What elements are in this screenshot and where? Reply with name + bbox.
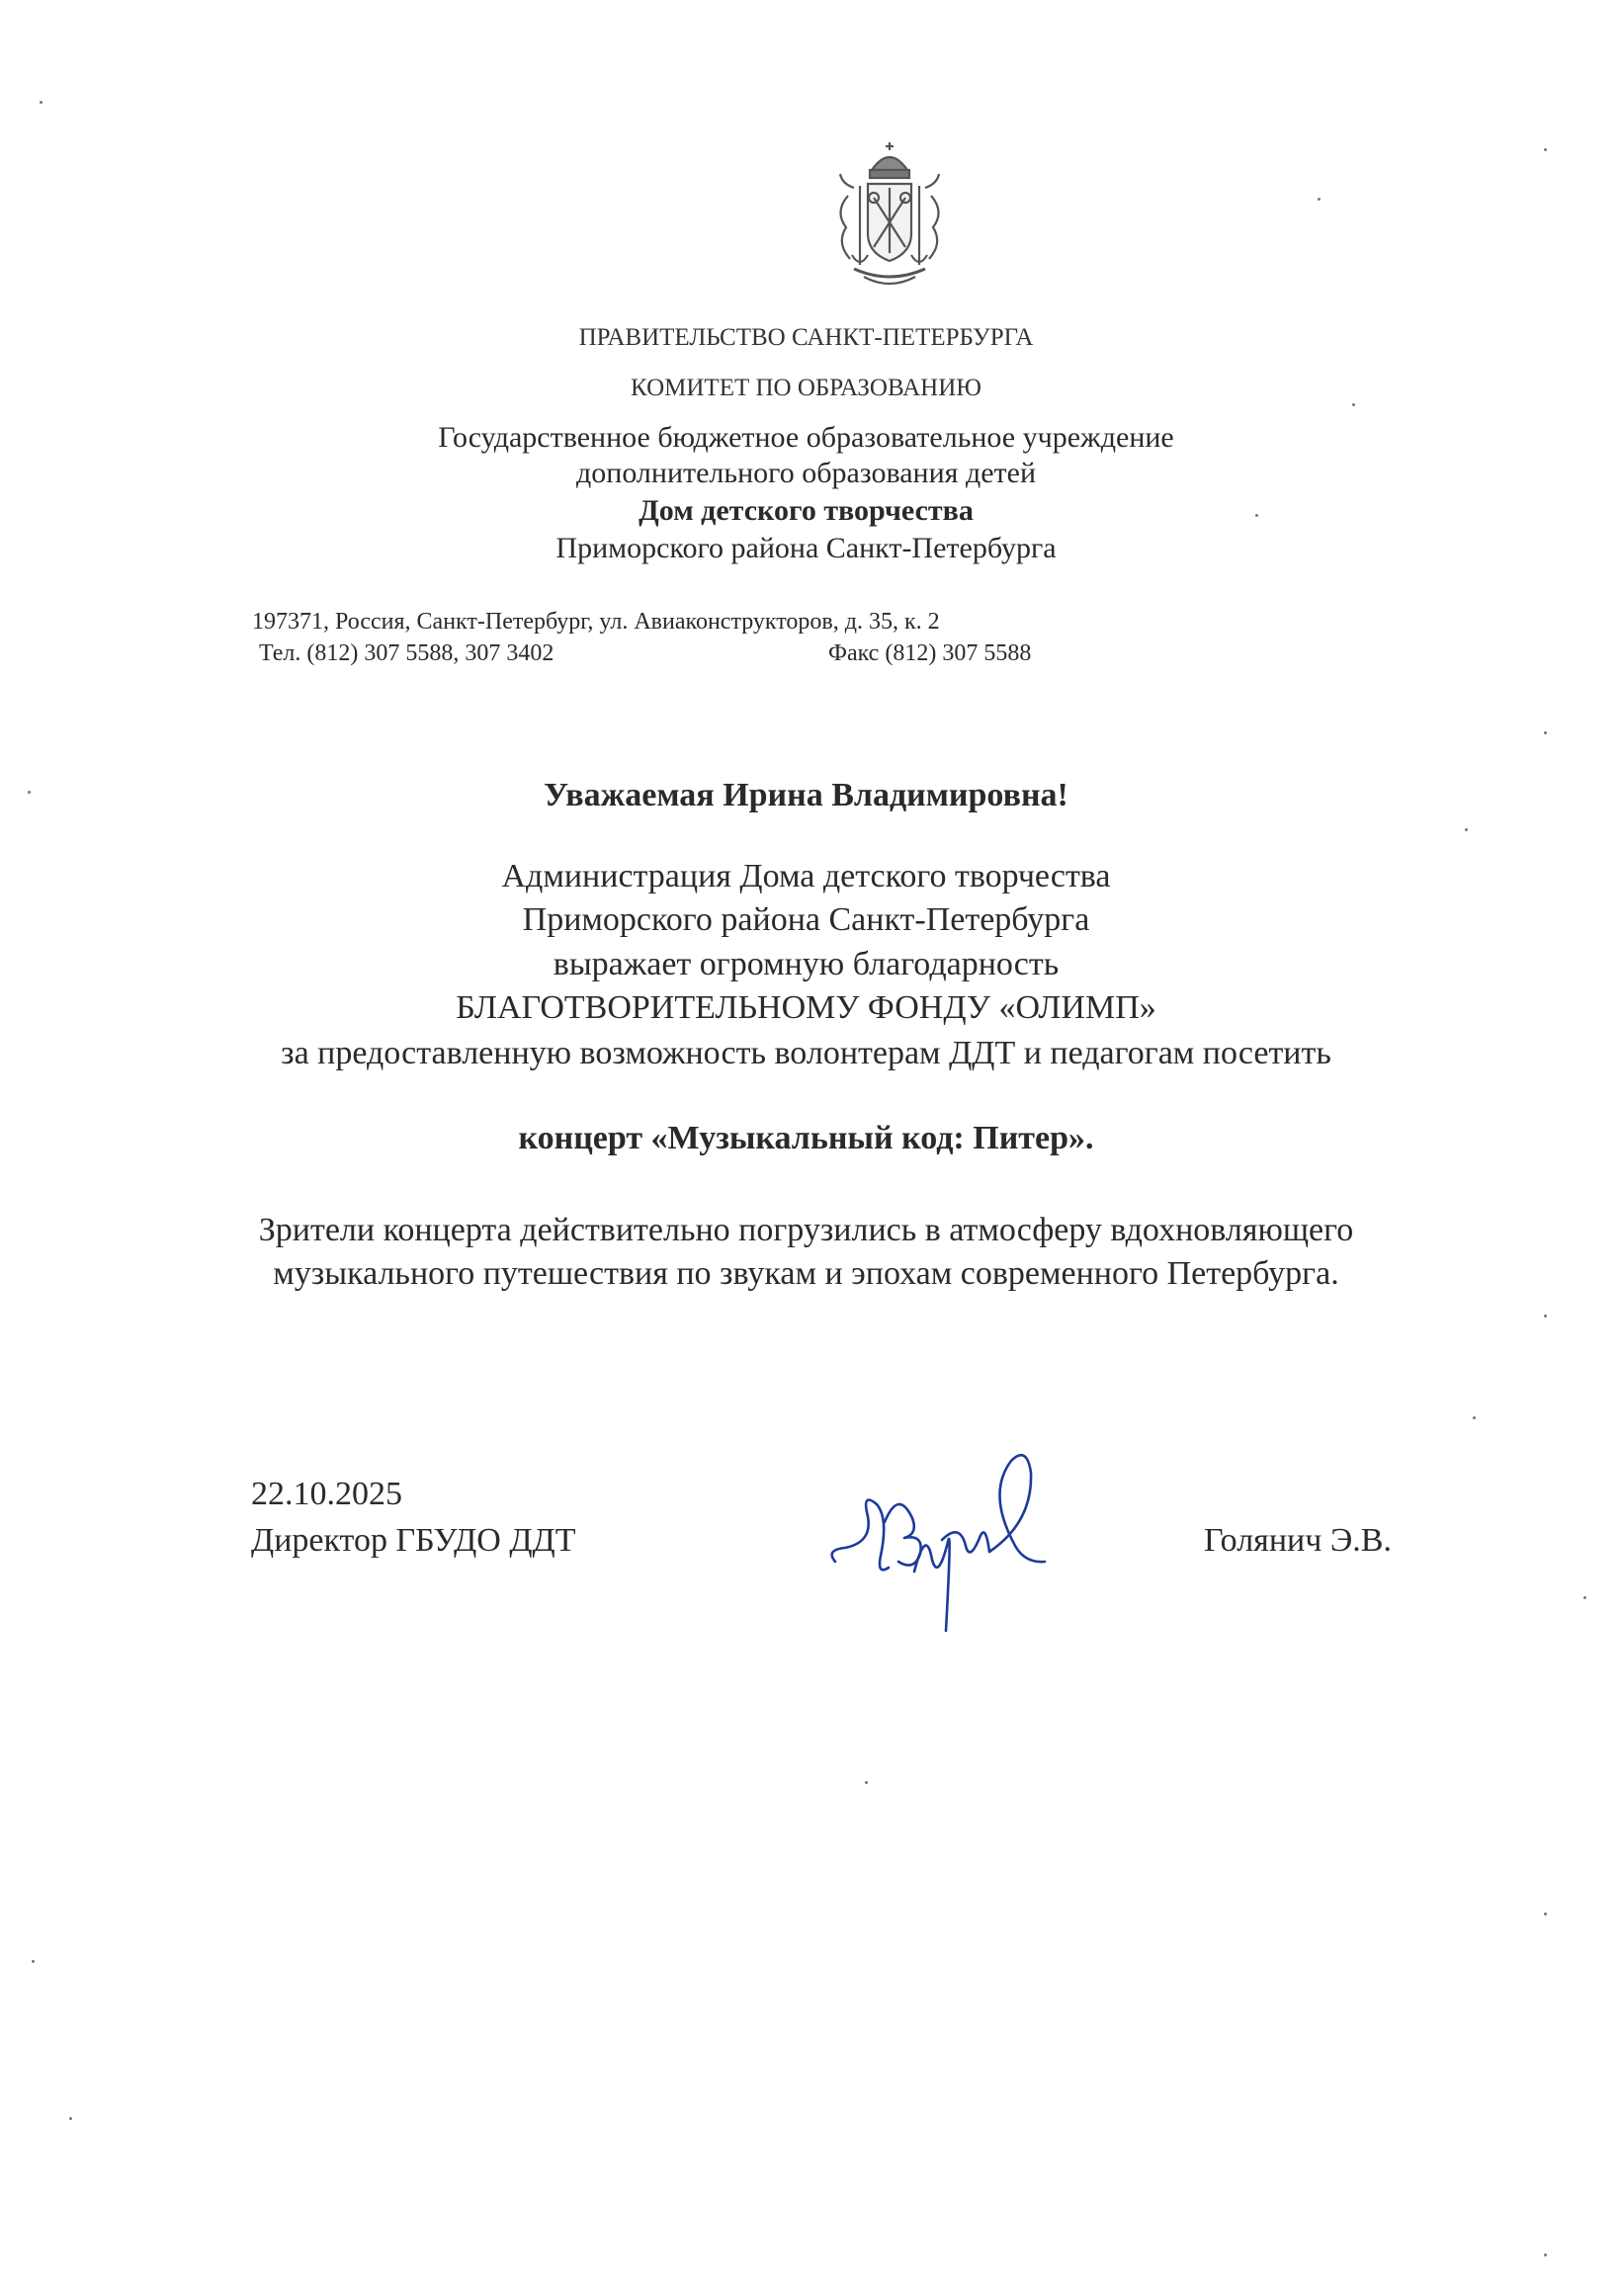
letter-line-3: выражает огромную благодарность [553, 946, 1060, 982]
scan-speck [865, 1781, 868, 1784]
letter-line-2: Приморского района Санкт-Петербурга [522, 901, 1090, 938]
letter-line-4: БЛАГОТВОРИТЕЛЬНОМУ ФОНДУ «ОЛИМП» [456, 989, 1156, 1026]
viewers-line-1: Зрители концерта действительно погрузились в атмосферу вдохновляющего [258, 1212, 1354, 1248]
scan-speck [1318, 198, 1321, 201]
signature-icon [815, 1423, 1058, 1641]
viewers-line-2: музыкального путешествия по звукам и эпохам современного Петербурга. [273, 1255, 1339, 1292]
fax: Факс (812) 307 5588 [828, 640, 1032, 666]
government-title: ПРАВИТЕЛЬСТВО САНКТ-ПЕТЕРБУРГА [578, 324, 1034, 351]
phone: Тел. (812) 307 5588, 307 3402 [259, 640, 554, 666]
signer-name: Голянич Э.В. [1204, 1522, 1392, 1559]
scan-speck [1473, 1416, 1476, 1419]
scan-speck [32, 1960, 35, 1963]
salutation: Уважаемая Ирина Владимировна! [544, 777, 1068, 813]
org-district: Приморского района Санкт-Петербурга [555, 532, 1057, 564]
scan-speck [1544, 1315, 1547, 1318]
org-type-line-2: дополнительного образования детей [576, 457, 1036, 489]
signer-position: Директор ГБУДО ДДТ [251, 1522, 576, 1559]
letter-line-1: Администрация Дома детского творчества [501, 858, 1111, 894]
scan-speck [1255, 514, 1258, 517]
coat-of-arms-icon [810, 136, 969, 295]
scan-speck [1544, 2253, 1547, 2256]
scan-speck [1544, 148, 1547, 151]
letter-line-5: за предоставленную возможность волонтерам ДДТ и педагогам посетить [281, 1035, 1331, 1071]
committee-title: КОМИТЕТ ПО ОБРАЗОВАНИЮ [631, 375, 981, 401]
org-name: Дом детского творчества [639, 494, 974, 527]
letter-date: 22.10.2025 [251, 1476, 402, 1512]
org-type-line: Государственное бюджетное образовательное учреждение [438, 421, 1174, 454]
scan-speck [69, 2117, 72, 2120]
scan-speck [1583, 1596, 1586, 1599]
scan-speck [1544, 731, 1547, 734]
scan-speck [1544, 1913, 1547, 1915]
scan-speck [1465, 828, 1468, 831]
address: 197371, Россия, Санкт-Петербург, ул. Авиаконструкторов, д. 35, к. 2 [252, 609, 940, 635]
scan-speck [1352, 403, 1355, 406]
scan-speck [28, 791, 31, 794]
concert-title: концерт «Музыкальный код: Питер». [518, 1120, 1094, 1156]
scan-speck [40, 101, 43, 104]
